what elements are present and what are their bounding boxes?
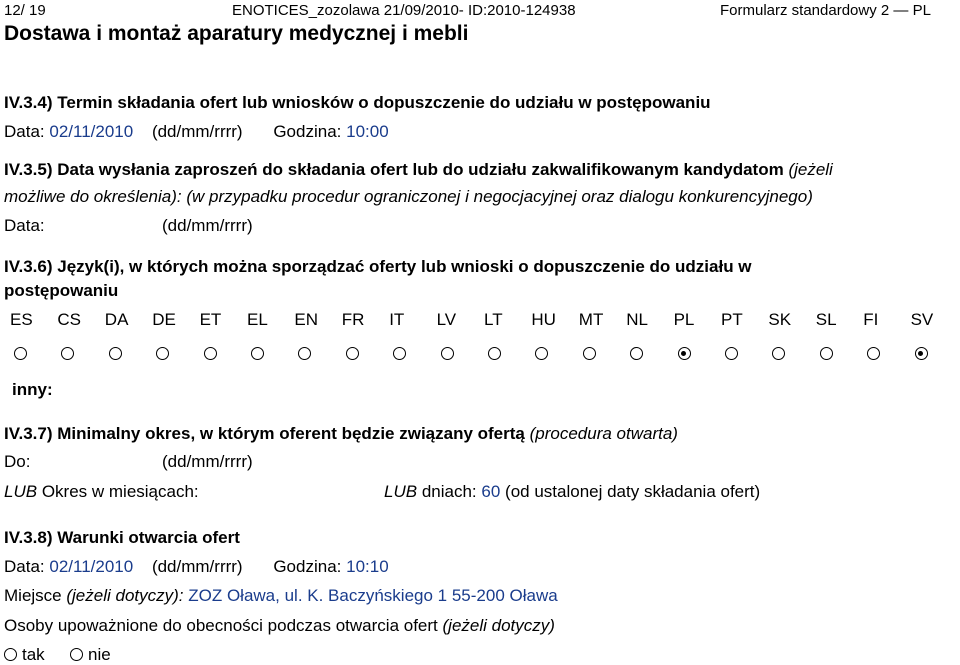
- s5-date-format: (dd/mm/rrrr): [162, 216, 253, 235]
- days-note: (od ustalonej daty składania ofert): [505, 482, 761, 501]
- s7-months-row: [4, 482, 199, 502]
- s5-note-continued: możliwe do określenia): (w przypadku procedur ograniczonej i negocjacyjnej oraz dialogu konkurencyjnego): [4, 187, 813, 206]
- language-radio-sv[interactable]: [915, 347, 928, 360]
- language-radio-pl[interactable]: [678, 347, 691, 360]
- language-label-sl: SL: [815, 310, 837, 329]
- time-value: 10:00: [346, 122, 389, 141]
- yes-radio[interactable]: [4, 648, 17, 661]
- language-label-fr: FR: [341, 310, 365, 329]
- language-radio-es[interactable]: [14, 347, 27, 360]
- language-radio-lv[interactable]: [441, 347, 454, 360]
- date-value: 02/11/2010: [49, 557, 134, 576]
- language-radio-sk[interactable]: [772, 347, 785, 360]
- language-radio-it[interactable]: [393, 347, 406, 360]
- language-radio-lt[interactable]: [488, 347, 501, 360]
- s8-date-row: [4, 557, 389, 577]
- s8-persons-row: [4, 616, 555, 636]
- months-label: Okres w miesiącach:: [41, 482, 199, 501]
- language-label-cs: CS: [57, 310, 82, 329]
- language-label-lt: LT: [484, 310, 503, 329]
- no-label: nie: [88, 645, 111, 664]
- s7-date-format: (dd/mm/rrrr): [162, 452, 253, 471]
- language-radio-et[interactable]: [204, 347, 217, 360]
- time-value: 10:10: [346, 557, 389, 576]
- date-label: Data:: [4, 122, 45, 141]
- s5-note-start: (jeżeli: [788, 160, 833, 179]
- language-label-et: ET: [199, 310, 222, 329]
- language-radio-en[interactable]: [298, 347, 311, 360]
- section-iv-3-6-heading: IV.3.6) Język(i), w których można sporządzać oferty lub wnioski o dopuszczenie do udziału w: [4, 257, 752, 276]
- language-radio-de[interactable]: [156, 347, 169, 360]
- date-format: (dd/mm/rrrr): [151, 557, 243, 576]
- s4-date-row: [4, 122, 389, 142]
- language-radio-nl[interactable]: [630, 347, 643, 360]
- language-label-hu: HU: [531, 310, 556, 329]
- language-label-de: DE: [152, 310, 176, 329]
- language-radio-da[interactable]: [109, 347, 122, 360]
- s7-note: (procedura otwarta): [529, 424, 678, 443]
- language-label-pl: PL: [673, 310, 695, 329]
- language-radio-cs[interactable]: [61, 347, 74, 360]
- form-type: Formularz standardowy 2 — PL: [720, 2, 931, 19]
- page-number: 12/ 19: [4, 2, 46, 19]
- language-label-it: IT: [389, 310, 405, 329]
- section-iv-3-7-heading: IV.3.7) Minimalny okres, w którym oferent będzie związany ofertą: [4, 424, 525, 443]
- yes-label: tak: [22, 645, 45, 664]
- other-language-label: inny:: [12, 380, 53, 399]
- language-radio-sl[interactable]: [820, 347, 833, 360]
- s8-place-row: [4, 586, 558, 606]
- language-label-sk: SK: [768, 310, 792, 329]
- s5-date-label: Data:: [4, 216, 45, 235]
- days-value: 60: [481, 482, 501, 501]
- language-radio-hu[interactable]: [535, 347, 548, 360]
- days-label: dniach:: [421, 482, 477, 501]
- s7-to-label: Do:: [4, 452, 31, 471]
- place-value: ZOZ Oława, ul. K. Baczyńskiego 1 55-200 Oława: [188, 586, 558, 605]
- date-value: 02/11/2010: [49, 122, 134, 141]
- section-iv-3-7-heading-line: [4, 424, 678, 444]
- language-radio-mt[interactable]: [583, 347, 596, 360]
- time-label: Godzina:: [273, 122, 342, 141]
- time-label: Godzina:: [273, 557, 342, 576]
- place-note: (jeżeli dotyczy):: [66, 586, 184, 605]
- language-label-da: DA: [104, 310, 129, 329]
- language-label-en: EN: [294, 310, 319, 329]
- language-label-pt: PT: [721, 310, 743, 329]
- language-label-sv: SV: [910, 310, 934, 329]
- or-label: LUB: [384, 482, 418, 501]
- no-radio[interactable]: [70, 648, 83, 661]
- date-label: Data:: [4, 557, 45, 576]
- persons-note: (jeżeli dotyczy): [442, 616, 555, 635]
- language-radio-pt[interactable]: [725, 347, 738, 360]
- language-label-fi: FI: [863, 310, 879, 329]
- language-radio-el[interactable]: [251, 347, 264, 360]
- document-title: Dostawa i montaż aparatury medycznej i mebli: [4, 22, 469, 45]
- date-format: (dd/mm/rrrr): [151, 122, 243, 141]
- section-iv-3-8-heading: IV.3.8) Warunki otwarcia ofert: [4, 528, 240, 547]
- notice-id: ENOTICES_zozolawa 21/09/2010- ID:2010-124938: [232, 2, 576, 19]
- section-iv-3-5-heading: IV.3.5) Data wysłania zaproszeń do składania ofert lub do udziału zakwalifikowanym kandydatom: [4, 160, 784, 179]
- language-label-es: ES: [10, 310, 33, 329]
- language-radio-fr[interactable]: [346, 347, 359, 360]
- language-label-mt: MT: [578, 310, 604, 329]
- place-label: Miejsce: [4, 586, 62, 605]
- section-iv-3-4-heading: IV.3.4) Termin składania ofert lub wniosków o dopuszczenie do udziału w postępowaniu: [4, 93, 711, 112]
- language-label-nl: NL: [626, 310, 648, 329]
- language-label-lv: LV: [436, 310, 457, 329]
- section-iv-3-5-heading-line: [4, 160, 833, 180]
- persons-label: Osoby upoważnione do obecności podczas otwarcia ofert: [4, 616, 438, 635]
- section-iv-3-6-heading-cont: postępowaniu: [4, 281, 119, 300]
- or-label: LUB: [4, 482, 38, 501]
- language-radio-fi[interactable]: [867, 347, 880, 360]
- s7-days-row: [384, 482, 760, 502]
- language-label-el: EL: [247, 310, 268, 329]
